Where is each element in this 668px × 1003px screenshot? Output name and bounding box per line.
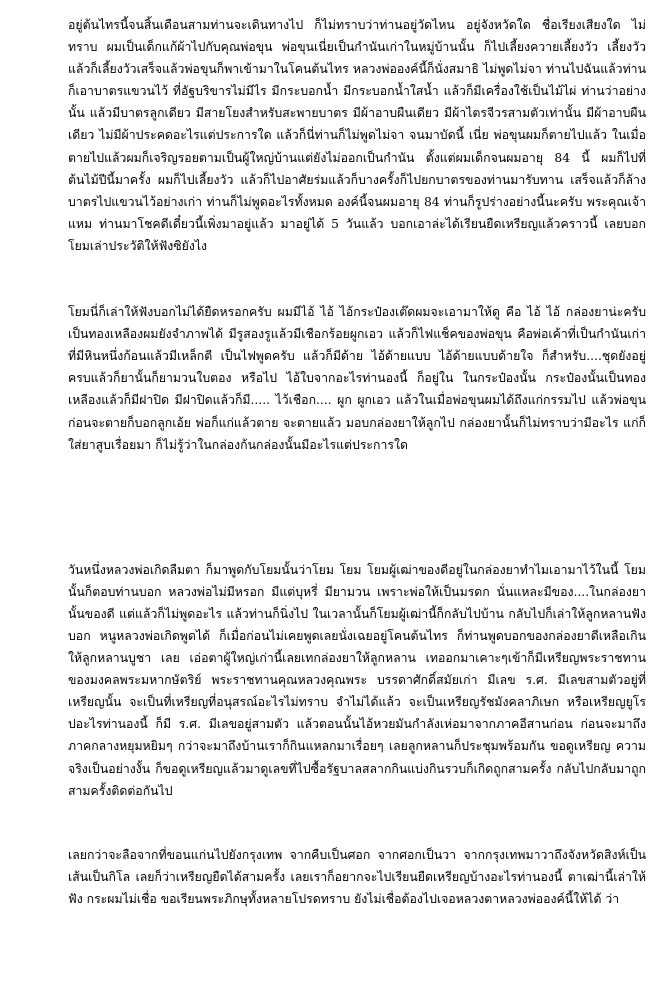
paragraph-1: อยู่ต้นไทรนี้จนสิ้นเดือนสามท่านจะเดินทางไป ก็ไม่ทราบว่าท่านอยู่วัดไหน อยู่จังหวัดใด ชื่อเรียงเสียงใด ไม่ทราบ ผมเป็นเด็กแก้ผ้าไปกับคุณพ่อขุน พ่อขุนเนี่ยเป็นกำนันเก่าในหมู่บ้านนั้น ก็ไปเลี้ยงควายเลี้ยงวัว เลี้ยงวัวแล้วก็เลี้ยงวัวเสร็จแล้วพ่อขุนก็พาเข้ามาในโคนต้นไทร หลวงพ่อองค์นี้ก็นั่งสมาธิ ไม่พูดไม่จา ท่านไปฉันแล้วท่านก็เอาบาตรแขวนไว้ ที่อัฐบริขารไม่มีไร มีกระบอกน้ำ มีกระบอกน้ำใสน้ำ แล้วก็มีเครื่องใช้เป็นไม้ไผ่ ท่านว่าอย่างนั้น แล้วมีบาตรลูกเดียว มีสายโยงสำหรับสะพายบาตร มีผ้าอาบผืนเดียว มีผ้าไตรจีวรสามตัวเท่านั้น มีผ้าอาบผืนเดียว ไม่มีผ้าประคดอะไรแต่ประการใด แล้วก็นี่ท่านก็ไม่พูดไม่จา จนมาบัดนี้ เนี่ย พ่อขุนผมก็ตายไปแล้ว ในเมื่อตายไปแล้วผมก็เจริญรอยตามเป็นผู้ใหญ่บ้านแต่ยังไม่ออกเป็นกำนัน ตั้งแต่ผมเด็กจนผมอายุ 84 นี้ ผมก็ไปที่ต้นไม้ปีนี้มาครั้ง ผมก็ไปเลี้ยงวัว แล้วก็ไปอาศัยร่มแล้วก็บางครั้งก็ไปยกบาตรของท่านมารับทาน เสร็จแล้วก็ล้างบาตรไปแขวนไว้อย่างเก่า ท่านก็ไม่พูดอะไรทั้งหมด องค์นี้จนผมอายุ 84 ท่านก็รูปร่างอย่างนี้นะครับ พระคุณเจ้า แหม ท่านมาโชคดีเดี๋ยวนี้เพิ่งมาอยู่แล้ว มาอยู่ได้ 5 วันแล้ว บอกเอาล่ะได้เรียนยืดเหรียญแล้วคราวนี้ เลยบอกโยมเล่าประวัติให้ฟังซิยังไง xyxy=(68,18,646,253)
paragraph-spacer xyxy=(68,802,646,844)
paragraph-4: เลยกว่าจะลือจากที่ขอนแก่นไปยังกรุงเทพ จากคืบเป็นศอก จากศอกเป็นวา จากกรุงเทพมาวาถึงจังหวัดสิงห์เป็นเส้นเป็นกิโล เลยก็ว่าเหรียญยืดได้สามครั้ง เลยเราก็อยากจะไปเรียนยืดเหรียญบ้างอะไรท่านองนี้ ตาเฒ่านี้เล่าให้ฟัง กระผมไม่เชื่อ ขอเรียนพระภิกษุทั้งหลายโปรดทราบ ยังไม่เชื่อต้องไปเจอหลวงตาหลวงพ่อองค์นี้ให้ได้ ว่า xyxy=(68,847,646,906)
paragraph-spacer xyxy=(68,456,646,559)
paragraph-spacer xyxy=(68,257,646,301)
paragraph-2: โยมนี่ก็เล่าให้ฟังบอกไม่ได้ยืดหรอกครับ ผมมีไอ้ ไอ้ ไอ้กระป๋องเต๊ดผมจะเอามาให้ดู คือ ไอ้ ไอ้ กล่องยาน่ะครับ เป็นทองเหลืองผมยังจำภาพได้ มีรูสองรูแล้วมีเชือกร้อยผูกเอว แล้วก็ไฟแช็คของพ่อขุน คือพ่อเค้าที่เป็นกำนันเก่าที่มีหินหนึ่งก้อนแล้วมีเหล็กตี เป็นไฟพูดครับ แล้วก็มีด้าย ไอ้ด้ายแบบ ไอ้ด้ายแบบด้ายใจ ก็สำหรับ....ชุดยังอยู่ครบแล้วก็ยานั้นก็ยามวนใบตอง หรือไป ไอ้ใบจากอะไรท่านองนี้ ก็อยู่ใน ในกระป๋องนั้น กระป๋องนั้นเป็นทองเหลืองแล้วก็มีฝาปิด มีฝาปิดแล้วก็มี..... ไว้เชือก.... ผูก ผูกเอว แล้วในเมื่อพ่อขุนผมได้ถึงแก่กรรมไป แล้วพ่อขุนก่อนจะตายก็บอกลูกเอ้ย พ่อก็แก่แล้วตาย จะตายแล้ว มอบกล่องยาให้ลูกไป กล่องยานั้นก็ไม่ทราบว่ามีอะไร แก่ก็ใส่ยาสูบเรื่อยมา ก็ไม่รู้ว่าในกล่องก้นกล่องนั้นมีอะไรแต่ประการใด xyxy=(68,305,646,452)
paragraph-3: วันหนึ่งหลวงพ่อเกิดลืมตา ก็มาพูดกับโยมนั้นว่าโยม โยม โยมผู้เฒ่าของดีอยู่ในกล่องยาทำไมเอามาไว้ในนี้ โยมนั้นก็ตอบท่านบอก หลวงพ่อไม่มีหรอก มีแต่บุหรี่ มียามวน เพราะพ่อให้เป็นมรดก นั่นแหละมีของ....ในกล่องยานั้นของดี แต่แล้วก็ไม่พูดอะไร แล้วท่านก็นิ่งไป ในเวลานั้นก็โยมผู้เฒ่านี้ก็กลับไปบ้าน กลับไปก็เล่าให้ลูกหลานฟังบอก หนูหลวงพ่อเกิดพูดได้ ก็เมื่อก่อนไม่เคยพูดเลยนั่งเฉยอยู่โคนต้นไทร ก็ท่านพูดบอกของกล่องยาดีเหลือเกิน ให้ลูกหลานบูชา เลย เอ่อตาผู้ใหญ่เก่านี้เลยเทกล่องยาให้ลูกหลาน เทออกมาเคาะๆเข้าก็มีเหรียญพระราชทานของมงคลพระมหากษัตริย์ พระราชทานคุณหลวงคุณพระ บรรดาศักดิ์สมัยเก่า มีเลข ร.ศ. มีเลขสามตัวอยู่ที่เหรียญนั้น จะเป็นที่เหรียญที่อนุสรณ์อะไรไม่ทราบ จำไม่ได้แล้ว จะเป็นเหรียญรัชมังคลาภิเษก หรือเหรียญยูโรปอะไรท่านองนี้ ก็มี ร.ศ. มีเลขอยู่สามตัว แล้วตอนนั้นไอ้หวยมันกำลังเห่อมาจากภาคอีสานก่อน ก่อนจะมาถึงภาคกลางหยุมหยิมๆ กว่าจะมาถึงบ้านเราก็กินแหลกมาเรื่อยๆ เลยลูกหลานก็ประชุมพร้อมกัน ขอดูเหรียญ ความจริงเป็นอย่างงั้น ก็ขอดูเหรียญแล้วมาดูเลขที่ไปซื้อรัฐบาลสลากกินแบ่งกินรวบก็เกิดถูกสามครั้ง กลับไปกลับมาถูกสามครั้งติดต่อกันไป xyxy=(68,562,646,798)
